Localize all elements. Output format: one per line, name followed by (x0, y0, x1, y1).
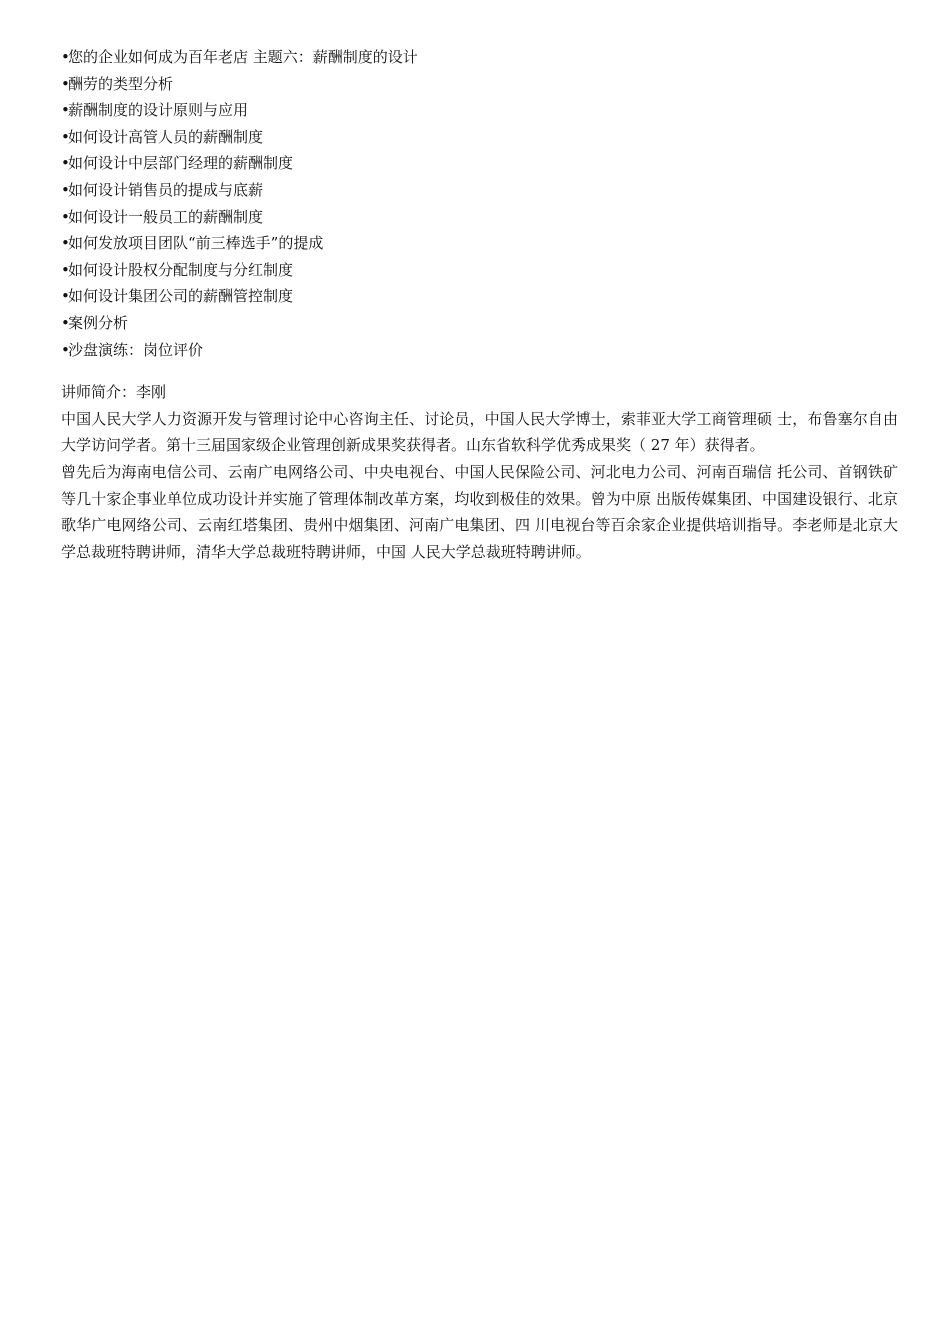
list-item (61, 97, 898, 124)
bullet-marker: • (61, 48, 70, 66)
bullet-marker: • (61, 101, 70, 120)
list-item-text: 如何设计销售员的提成与底薪 (68, 180, 264, 199)
list-item-text: 如何发放项目团队“前三棒选手”的提成 (68, 234, 324, 253)
list-item-text: 如何设计一般员工的薪酬制度 (68, 207, 264, 226)
instructor-bio-paragraph-2: 曾先后为海南电信公司、云南广电网络公司、中央电视台、中国人民保险公司、河北电力公司、河南百瑞信 托公司、首钢铁矿等几十家企事业单位成功设计并实施了管理体制改革方案，均收到极佳的效果。曾为中原 出版传媒集团、中国建设银行、北京歌华广电网络公司、云南红塔集团、贵州中烟集团、河南广电集团、四 川电视台等百余家企业提供培训指导。李老师是北京大学总裁班特聘讲师，清华大学总裁班特聘讲师，中国 人民大学总裁班特聘讲师。 (61, 462, 898, 561)
list-item-text: 如何设计股权分配制度与分红制度 (68, 260, 294, 279)
list-item-text: 如何设计高管人员的薪酬制度 (68, 127, 264, 146)
instructor-heading: 讲师简介：李刚 (61, 383, 167, 402)
bullet-marker: • (61, 180, 70, 199)
bullet-marker: • (61, 340, 70, 359)
list-item (61, 177, 898, 204)
topic-list (61, 44, 898, 363)
list-item (61, 124, 898, 151)
list-item-text: 您的企业如何成为百年老店 主题六：薪酬制度的设计 (68, 48, 418, 66)
list-item-text: 案例分析 (68, 313, 129, 332)
list-item (61, 310, 898, 337)
list-item (61, 257, 898, 284)
list-item (61, 337, 898, 364)
list-item-text: 沙盘演练：岗位评价 (68, 340, 204, 359)
list-item-text: 薪酬制度的设计原则与应用 (68, 101, 249, 120)
list-item (61, 71, 898, 98)
section-spacer (61, 363, 898, 379)
list-item-text: 如何设计中层部门经理的薪酬制度 (68, 154, 294, 173)
list-item (61, 230, 898, 257)
bullet-marker: • (61, 74, 70, 93)
list-item (61, 44, 898, 71)
list-item (61, 150, 898, 177)
bullet-marker: • (61, 127, 70, 146)
list-item (61, 204, 898, 231)
bullet-marker: • (61, 313, 70, 332)
list-item-text: 如何设计集团公司的薪酬管控制度 (68, 287, 294, 306)
bullet-marker: • (61, 260, 70, 279)
bullet-marker: • (61, 234, 70, 253)
bullet-marker: • (61, 154, 70, 173)
bullet-marker: • (61, 287, 70, 306)
bullet-marker: • (61, 207, 70, 226)
list-item-text: 酬劳的类型分析 (68, 74, 174, 93)
instructor-bio-paragraph-1: 中国人民大学人力资源开发与管理讨论中心咨询主任、讨论员，中国人民大学博士，索菲亚大学工商管理硕 士，布鲁塞尔自由大学访问学者。第十三届国家级企业管理创新成果奖获得者。山东省软科学优秀成果奖（ 27 年）获得者。 (61, 409, 898, 455)
list-item (61, 283, 898, 310)
